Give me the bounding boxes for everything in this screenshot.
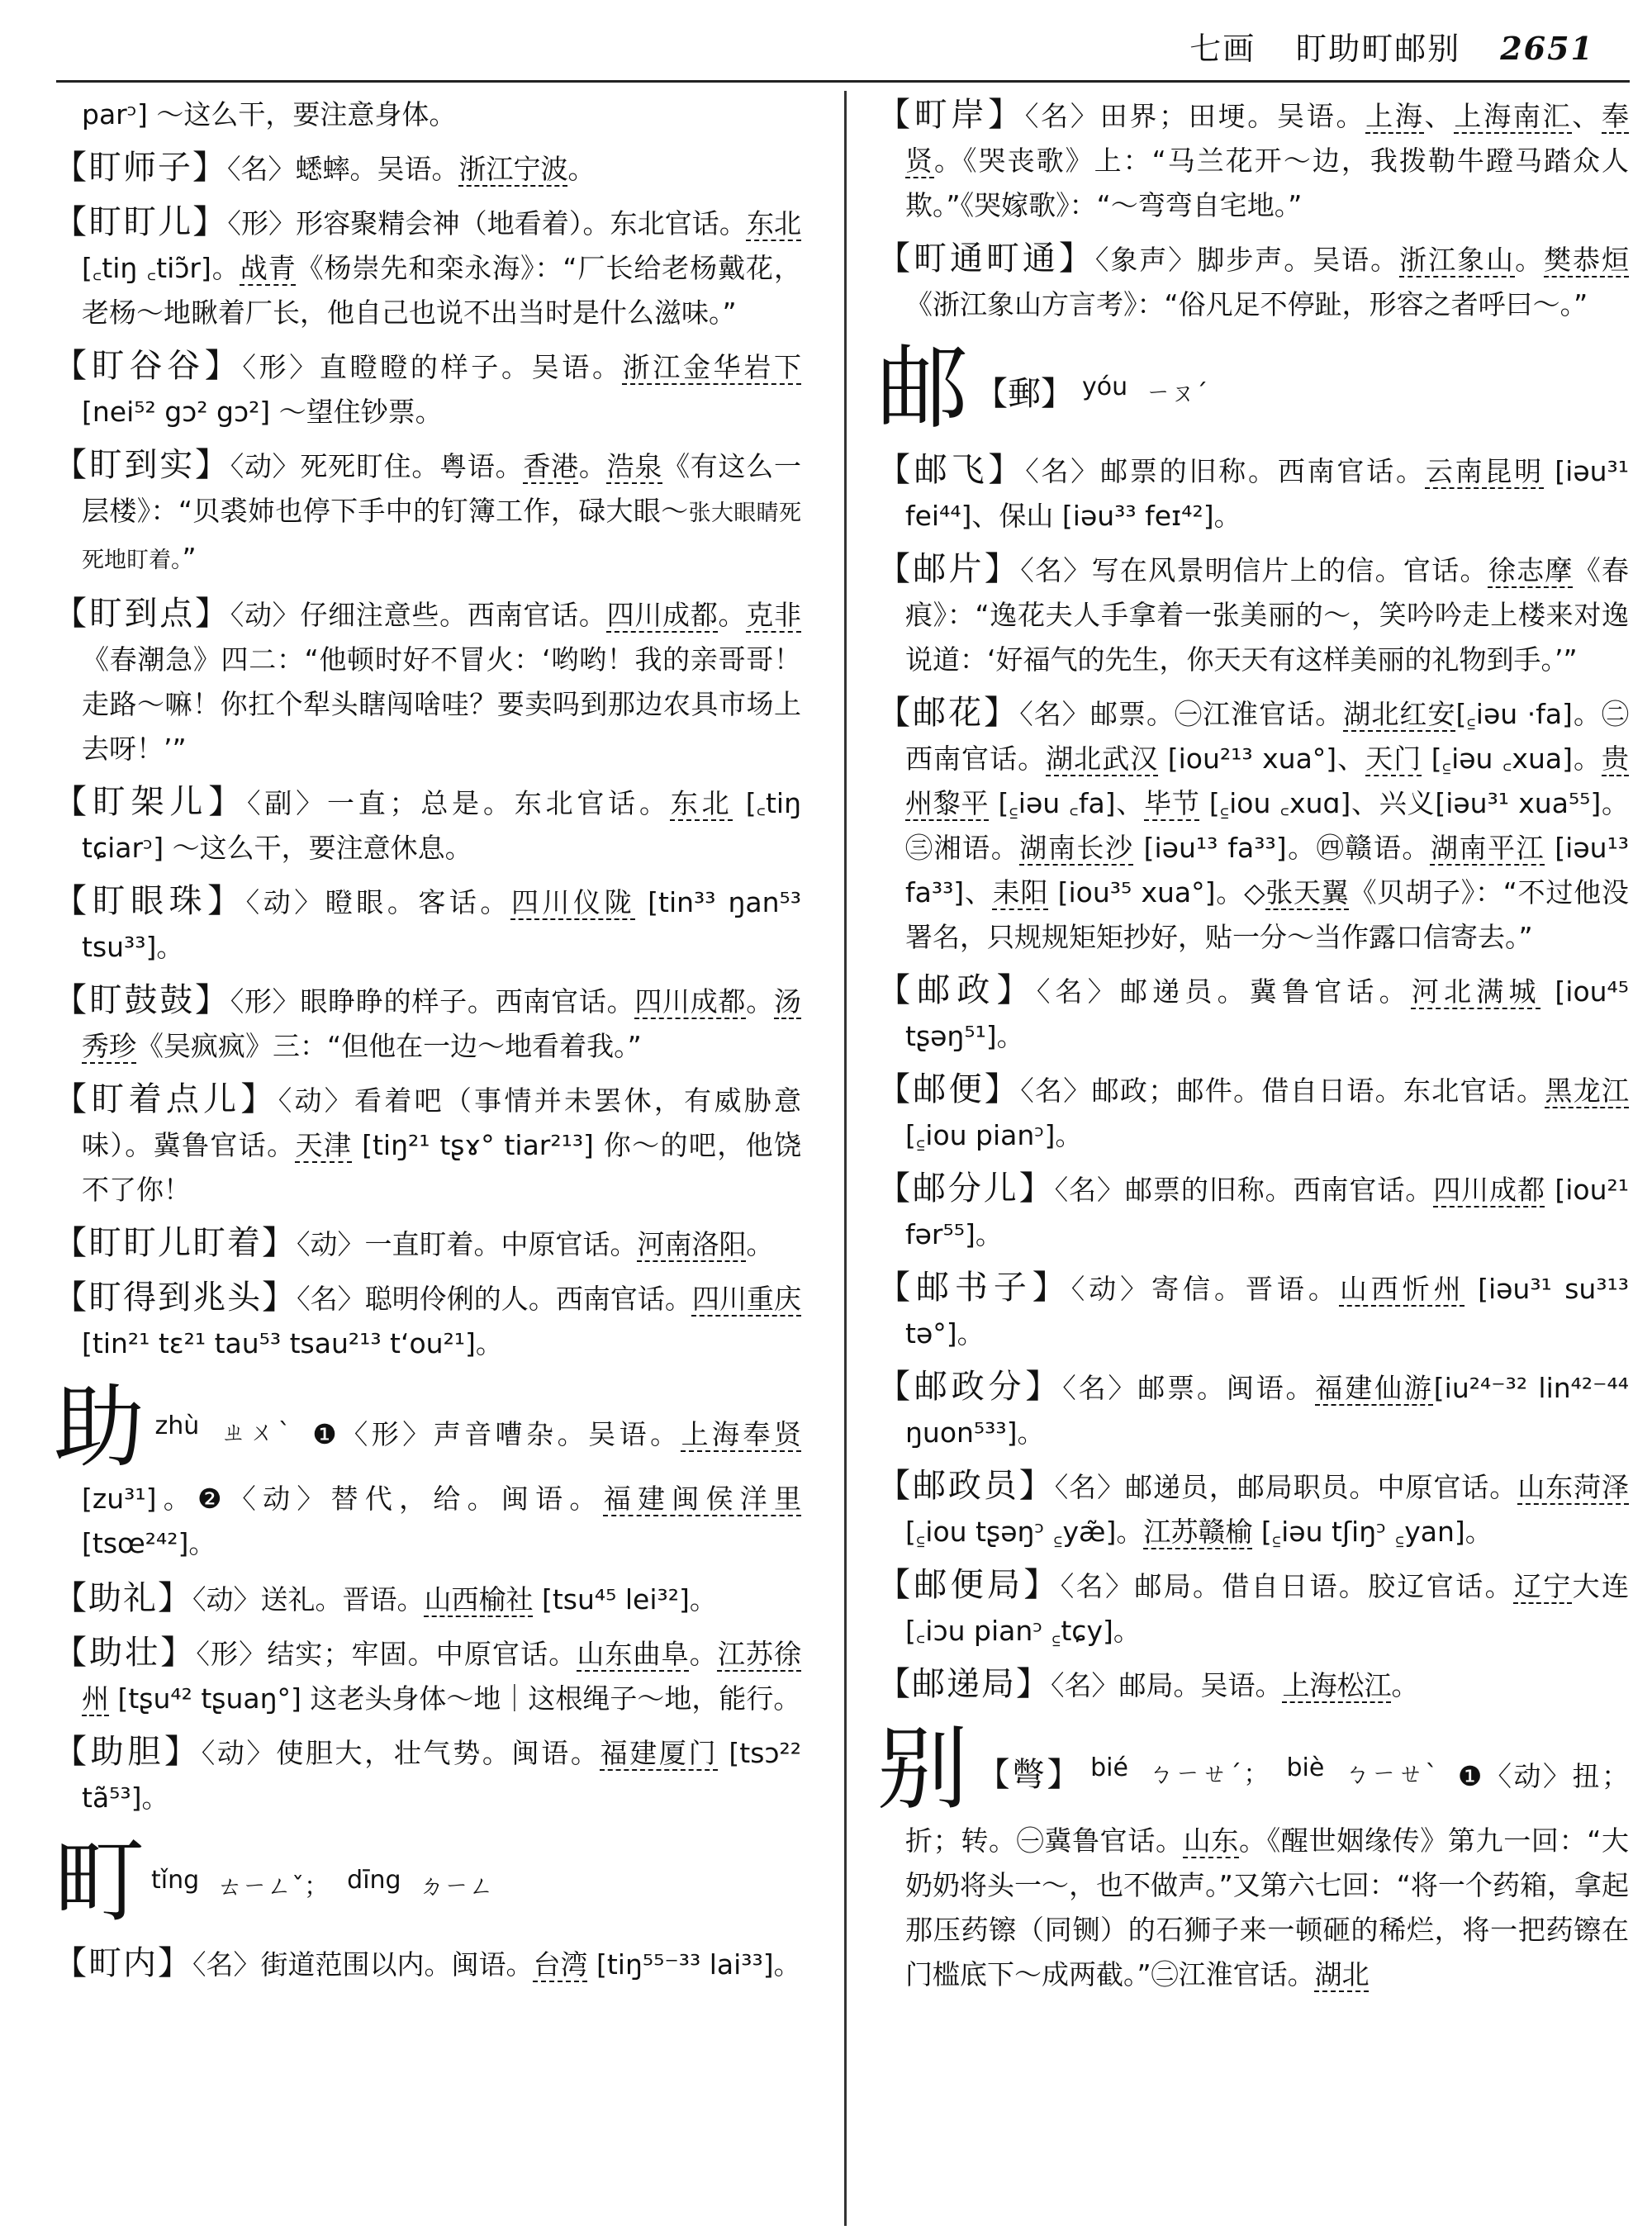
definition-text: 《春痕》：“逸花夫人手拿着一张美丽的～，笑吟吟走上楼来对逸说道：‘好福气的先生，你天天有这样美丽的礼物到手。’”	[905, 554, 1630, 676]
place-or-author-name: 徐志摩	[1488, 554, 1574, 586]
left-column	[54, 93, 801, 1995]
dictionary-entry	[877, 1166, 1629, 1257]
dictionary-entry	[877, 448, 1629, 539]
definition-text: [tsu⁴⁵ lei³²]。	[533, 1583, 717, 1616]
place-or-author-name: 汤秀珍	[82, 985, 802, 1062]
headword: 【盯鼓鼓】	[54, 981, 230, 1019]
headword: 【盯架儿】	[54, 783, 248, 821]
pinyin-alt: dīng	[347, 1866, 401, 1895]
headword: 【盯到实】	[54, 446, 230, 484]
traditional-form: 【彆】	[976, 1756, 1083, 1794]
definition-text: ❶〈形〉声音嘈杂。吴语。	[312, 1418, 681, 1450]
definition-text: [iəu³¹ fei⁴⁴]、保山 [iəu³³ feɪ⁴²]。	[905, 455, 1630, 532]
dictionary-entry	[877, 1662, 1629, 1708]
definition-text: 〈名〉邮票的旧称。西南官话。	[1054, 1174, 1434, 1206]
definition-text: [tiŋ²¹ tʂɤ° tiar²¹³] 你～的吧，他饶不了你！	[82, 1129, 802, 1206]
headword: 【邮分儿】	[877, 1170, 1055, 1208]
zhuyin-alt: ㄅㄧㄝˋ	[1342, 1760, 1440, 1789]
definition-text: 。	[578, 450, 607, 482]
definition-text: 大连 [꜀iɔu pianᵓ ꜁tɕy]。	[905, 1570, 1630, 1647]
definition-text: [iou²¹³ xua°]、	[1158, 743, 1366, 775]
definition-text: [zu³¹]。❷〈动〉替代，给。闽语。	[82, 1483, 604, 1515]
place-or-author-name: 山西榆社	[424, 1583, 534, 1616]
traditional-form: 【郵】	[975, 375, 1074, 413]
dictionary-entry	[54, 1729, 801, 1820]
place-or-author-name: 福建仙游	[1315, 1372, 1434, 1404]
dictionary-entry	[877, 968, 1629, 1059]
headword: 【邮飞】	[877, 451, 1026, 489]
place-or-author-name: 山西忻州	[1339, 1273, 1465, 1305]
column-divider	[844, 91, 847, 2226]
place-or-author-name: 浩泉	[606, 450, 663, 482]
page-number: 2651	[1500, 30, 1594, 67]
head-character: 别	[877, 1716, 971, 1822]
guide-characters: 盯助町邮别	[1295, 31, 1461, 67]
definition-text: [tsɔ²² tã⁵³]。	[82, 1737, 802, 1814]
dictionary-entry	[877, 690, 1629, 960]
place-or-author-name: 湖北红安	[1343, 698, 1456, 730]
headword: 【盯到点】	[54, 595, 230, 633]
definition-text: 〈动〉寄信。晋语。	[1070, 1273, 1340, 1305]
header-rule	[56, 80, 1630, 83]
pinyin: yóu	[1082, 372, 1128, 401]
character-head	[877, 1716, 1630, 1997]
place-or-author-name: 湖北武汉	[1046, 743, 1159, 775]
definition-text: [iu²⁴⁻³² lin⁴²⁻⁴⁴ ŋuon⁵³³]。	[905, 1372, 1630, 1449]
place-or-author-name: 江苏徐州	[82, 1638, 802, 1715]
definition-text: [꜁iəu ꜀fa]、	[989, 787, 1145, 819]
place-or-author-name: 贵州黎平	[905, 743, 1630, 819]
zhuyin: ㄅㄧㄝˊ；	[1146, 1760, 1269, 1789]
head-character: 助	[54, 1374, 149, 1480]
headword: 【盯眼珠】	[54, 882, 246, 920]
dictionary-entry	[54, 145, 801, 192]
place-or-author-name: 辽宁	[1513, 1570, 1573, 1602]
definition-text: 〈形〉形容聚精会神（地看着）。东北官话。	[227, 207, 747, 240]
definition-text: [iou⁴⁵ tʂəŋ⁵¹]。	[905, 975, 1630, 1052]
definition-text: 《吴疯疯》三：“但他在一边～地看着我。”	[136, 1030, 642, 1062]
right-column	[877, 93, 1629, 2007]
headword: 【町通町通】	[877, 240, 1095, 278]
dictionary-entry	[877, 236, 1629, 327]
definition-text: 《有这么一层楼》：“贝裘姉也停下手中的钉簿工作，碌大眼～	[82, 450, 802, 527]
definition-text: [꜁iou tʂəŋᵓ ꜁yæ̃]。	[905, 1516, 1144, 1548]
headword: 【邮政分】	[877, 1368, 1063, 1406]
definition-text: [iəu³¹ su³¹³ tə°]。	[905, 1273, 1630, 1350]
place-or-author-name: 台湾	[533, 1948, 588, 1981]
definition-text: [tʂu⁴² tʂuaŋ°] 这老头身体～地｜这根绳子～地，能行。	[109, 1682, 801, 1715]
character-head	[54, 1374, 802, 1566]
place-or-author-name: 四川重庆	[691, 1283, 802, 1315]
definition-text: 〈名〉街道范围以内。闽语。	[192, 1948, 534, 1981]
place-or-author-name: 浙江象山	[1399, 244, 1516, 276]
place-or-author-name: 山东	[1183, 1824, 1240, 1857]
definition-text: parᵓ] ～这么干，要注意身体。	[82, 98, 457, 130]
definition-text: 〈名〉邮票。闽语。	[1062, 1372, 1316, 1404]
definition-text: [iəu¹³ fa³³]。㊃赣语。	[1133, 832, 1431, 864]
dictionary-entry	[54, 1941, 801, 1987]
place-or-author-name: 四川仪陇	[510, 886, 636, 918]
definition-text: 。	[1391, 1669, 1419, 1701]
headword: 【町岸】	[877, 96, 1025, 134]
headword: 【邮递局】	[877, 1665, 1051, 1703]
zhuyin: ㄧㄡˊ	[1146, 379, 1208, 408]
place-or-author-name: 浙江金华岩下	[622, 351, 802, 383]
place-or-author-name: 四川成都	[606, 599, 719, 631]
dictionary-entry	[877, 1067, 1629, 1158]
dictionary-entry	[877, 93, 1629, 228]
definition-text: [tsœ²⁴²]。	[82, 1527, 216, 1559]
place-or-author-name: 山东曲阜	[577, 1638, 690, 1670]
definition-text: 。《醒世姻缘传》第九一回：“大奶奶将头一～，也不做声。”又第六七回：“将一个药箱，拿起那压药镲（同铡）的石狮子来一顿砸的稀烂，将一把药镲在门槛底下～成两截。”㊁江淮官话。	[905, 1824, 1630, 1990]
headword: 【盯着点儿】	[54, 1080, 278, 1118]
place-or-author-name: 毕节	[1144, 787, 1200, 819]
definition-text: 《春潮急》四二：“他顿时好不冒火：‘哟哟！我的亲哥哥！走路～嘛！你扛个犁头瞎闯啥哇？要卖吗到那边农具市场上去呀！’”	[82, 643, 801, 765]
place-or-author-name: 湖南长沙	[1019, 832, 1134, 864]
dictionary-entry	[54, 1221, 801, 1267]
dictionary-entry	[54, 591, 801, 771]
place-or-author-name: 河北满城	[1411, 975, 1541, 1008]
headword: 【助壮】	[54, 1634, 197, 1672]
dictionary-entry	[54, 879, 801, 970]
definition-text: ❶〈动〉扭；折；转。㊀冀鲁官话。	[905, 1760, 1630, 1857]
place-or-author-name: 上海奉贤	[681, 1418, 802, 1450]
headword: 【助胆】	[54, 1733, 202, 1771]
definition-text: [꜁iou pianᵓ]。	[905, 1119, 1083, 1151]
place-or-author-name: 上海松江	[1282, 1669, 1392, 1701]
definition-text: 。	[746, 1228, 774, 1260]
definition-text: 〈形〉直瞪瞪的样子。吴语。	[242, 351, 623, 383]
definition-text: [nei⁵² gɔ² gɔ²] ～望住钞票。	[82, 396, 443, 428]
definition-text: [iou³⁵ xua°]。◇	[1048, 876, 1266, 909]
place-or-author-name: 张天翼	[1265, 876, 1350, 909]
place-or-author-name: 湖南平江	[1430, 832, 1545, 864]
definition-text: [iou²¹ fər⁵⁵]。	[905, 1174, 1629, 1250]
place-or-author-name: 耒阳	[992, 876, 1049, 909]
place-or-author-name: 天津	[295, 1129, 353, 1161]
headword: 【邮便局】	[877, 1566, 1061, 1604]
place-or-author-name: 樊恭烜	[1544, 244, 1630, 276]
definition-text: 。	[1515, 244, 1545, 276]
place-or-author-name: 河南洛阳	[637, 1228, 747, 1260]
definition-text: 。	[567, 153, 596, 185]
place-or-author-name: 四川成都	[1433, 1174, 1545, 1206]
headword: 【助礼】	[54, 1579, 192, 1617]
dictionary-entry	[54, 200, 801, 335]
headword: 【盯师子】	[54, 149, 227, 187]
gloss-note: 张大眼睛死死地盯着。	[82, 501, 802, 573]
place-or-author-name: 克非	[746, 599, 802, 631]
dictionary-entry	[877, 1563, 1629, 1654]
place-or-author-name: 四川成都	[634, 985, 747, 1018]
dictionary-entry	[54, 344, 801, 434]
definition-text: 〈形〉结实；牢固。中原官话。	[196, 1638, 577, 1670]
section-label: 七画	[1189, 31, 1256, 67]
definition-text: 。	[746, 985, 775, 1018]
definition-text: 〈名〉邮票。㊀江淮官话。	[1019, 698, 1344, 730]
place-or-author-name: 东北	[670, 787, 733, 819]
definition-text: [tin³³ ŋan⁵³ tsu³³]。	[82, 886, 802, 963]
zhuyin: ㄓㄨˋ	[217, 1418, 295, 1447]
definition-text: [꜀tiŋ tɕiarᵓ] ～这么干，要注意休息。	[82, 787, 802, 864]
dictionary-entry	[54, 1630, 801, 1721]
place-or-author-name: 战青	[240, 252, 297, 284]
place-or-author-name: 福建闽侯洋里	[603, 1483, 802, 1515]
definition-text: 、	[1424, 100, 1455, 132]
dictionary-entry	[54, 443, 801, 583]
head-character: 邮	[877, 335, 968, 441]
headword: 【盯盯儿】	[54, 203, 228, 241]
definition-text: 〈名〉邮递员。冀鲁官话。	[1036, 975, 1412, 1008]
dictionary-entry	[54, 1077, 801, 1212]
definition-text: 〈名〉写在风景明信片上的信。官话。	[1020, 554, 1488, 586]
definition-text: [꜁iəu ·fa]。㊁西南官话。	[905, 698, 1630, 775]
place-or-author-name: 云南昆明	[1425, 455, 1545, 487]
headword: 【盯谷谷】	[54, 347, 243, 385]
definition-text: 。《哭丧歌》上：“马兰花开～边，我拨勒牛蹬马踏众人欺。”《哭嫁歌》：“～弯弯自宅地。”	[905, 145, 1629, 221]
headword: 【邮书子】	[877, 1269, 1071, 1307]
head-character: 町	[54, 1829, 145, 1934]
dictionary-entry	[877, 547, 1629, 682]
pinyin: tǐng	[151, 1866, 200, 1895]
definition-text: 。	[689, 1638, 718, 1670]
running-head	[1189, 23, 1594, 69]
character-head	[54, 1829, 801, 1934]
dictionary-entry	[54, 1275, 801, 1366]
entry-continuation	[54, 93, 801, 137]
definition-text: 〈动〉瞪眼。客话。	[245, 886, 511, 918]
headword: 【盯盯儿盯着】	[54, 1224, 297, 1262]
definition-text: 〈动〉送礼。晋语。	[192, 1583, 425, 1616]
headword: 【邮便】	[877, 1070, 1021, 1108]
definition-text: [tin²¹ tɛ²¹ tau⁵³ tsau²¹³ tʻou²¹]。	[82, 1327, 503, 1359]
definition-text: [iəu¹³ fa³³]、	[905, 832, 1630, 909]
headword: 【邮片】	[877, 550, 1021, 588]
dictionary-entry	[877, 1265, 1629, 1356]
dictionary-entry	[877, 1364, 1629, 1455]
place-or-author-name: 浙江宁波	[458, 153, 568, 185]
definition-text: 〈名〉聪明伶俐的人。西南官话。	[297, 1283, 692, 1315]
definition-text: [tiŋ⁵⁵⁻³³ lai³³]。	[587, 1948, 801, 1981]
dictionary-entry	[54, 780, 801, 871]
definition-text: 《浙江象山方言考》：“俗凡足不停趾，形容之者呼曰～。”	[905, 288, 1588, 320]
headword: 【邮政员】	[877, 1467, 1055, 1505]
place-or-author-name: 东北	[746, 207, 802, 240]
place-or-author-name: 福建厦门	[600, 1737, 719, 1769]
definition-text: [꜁iou ꜀xuɑ]、兴义[iəu³¹ xua⁵⁵]。㊂湘语。	[905, 787, 1630, 864]
headword: 【町内】	[54, 1944, 192, 1982]
place-or-author-name: 上海南汇	[1454, 100, 1573, 132]
definition-text: 〈名〉邮票的旧称。西南官话。	[1025, 455, 1426, 487]
headword: 【邮政】	[877, 971, 1037, 1009]
place-or-author-name: 奉贤	[905, 100, 1630, 177]
definition-text: 〈副〉一直；总是。东北官话。	[247, 787, 671, 819]
definition-text: [꜁iəu tʃiŋᵓ ꜁yan]。	[1252, 1516, 1493, 1548]
dictionary-entry	[54, 978, 801, 1069]
pinyin-alt: biè	[1286, 1753, 1325, 1782]
place-or-author-name: 香港	[523, 450, 579, 482]
zhuyin: ㄊㄧㄥˇ；	[217, 1872, 330, 1901]
definition-text: 。	[718, 599, 747, 631]
place-or-author-name: 江苏赣榆	[1143, 1516, 1253, 1548]
character-head	[877, 335, 1629, 441]
definition-text: 〈动〉使胆大，壮气势。闽语。	[201, 1737, 601, 1769]
zhuyin-alt: ㄉㄧㄥ	[419, 1872, 494, 1901]
headword: 【盯得到兆头】	[54, 1279, 297, 1317]
definition-text: 〈名〉邮局。吴语。	[1051, 1669, 1283, 1701]
place-or-author-name: 山东菏泽	[1517, 1471, 1630, 1503]
definition-text: 《贝胡子》：“不过他没署名，只规规矩矩抄好，贴一分～当作露口信寄去。”	[905, 876, 1629, 953]
place-or-author-name: 上海	[1365, 100, 1425, 132]
definition-text: 〈名〉邮政；邮件。借自日语。东北官话。	[1020, 1075, 1545, 1107]
place-or-author-name: 湖北	[1314, 1958, 1370, 1990]
definition-text: 〈名〉蟋蟀。吴语。	[227, 153, 459, 185]
definition-text: 《杨崇先和栾永海》：“厂长给老杨戴花，老杨～地瞅着厂长，他自己也说不出当时是什么滋味。”	[82, 252, 801, 329]
definition-text: 〈名〉邮递员，邮局职员。中原官话。	[1054, 1471, 1518, 1503]
definition-text: 〈象声〉脚步声。吴语。	[1094, 244, 1400, 276]
definition-text: 〈动〉死死盯住。粤语。	[230, 450, 524, 482]
dictionary-entry	[877, 1464, 1629, 1554]
place-or-author-name: 黑龙江	[1545, 1075, 1630, 1107]
headword: 【邮花】	[877, 694, 1020, 732]
pinyin: zhù	[154, 1412, 200, 1440]
definition-text: 〈动〉仔细注意些。西南官话。	[230, 599, 607, 631]
pinyin: bié	[1090, 1753, 1128, 1782]
definition-text: ”	[182, 542, 197, 574]
definition-text: 〈名〉邮局。借自日语。胶辽官话。	[1060, 1570, 1514, 1602]
definition-text: 〈动〉一直盯着。中原官话。	[297, 1228, 638, 1260]
dictionary-entry	[54, 1576, 801, 1622]
definition-text: 〈形〉眼睁睁的样子。西南官话。	[230, 985, 635, 1018]
definition-text: 〈动〉看着吧（事情并未罢休，有威胁意味）。冀鲁官话。	[82, 1084, 802, 1161]
definition-text: 〈名〉田界；田埂。吴语。	[1024, 100, 1366, 132]
definition-text: [꜀tiŋ ꜀tiɔ̃r]。	[82, 252, 240, 284]
definition-text: [꜁iəu ꜀xua]。	[1422, 743, 1602, 775]
definition-text: 、	[1572, 100, 1602, 132]
place-or-author-name: 天门	[1365, 743, 1422, 775]
